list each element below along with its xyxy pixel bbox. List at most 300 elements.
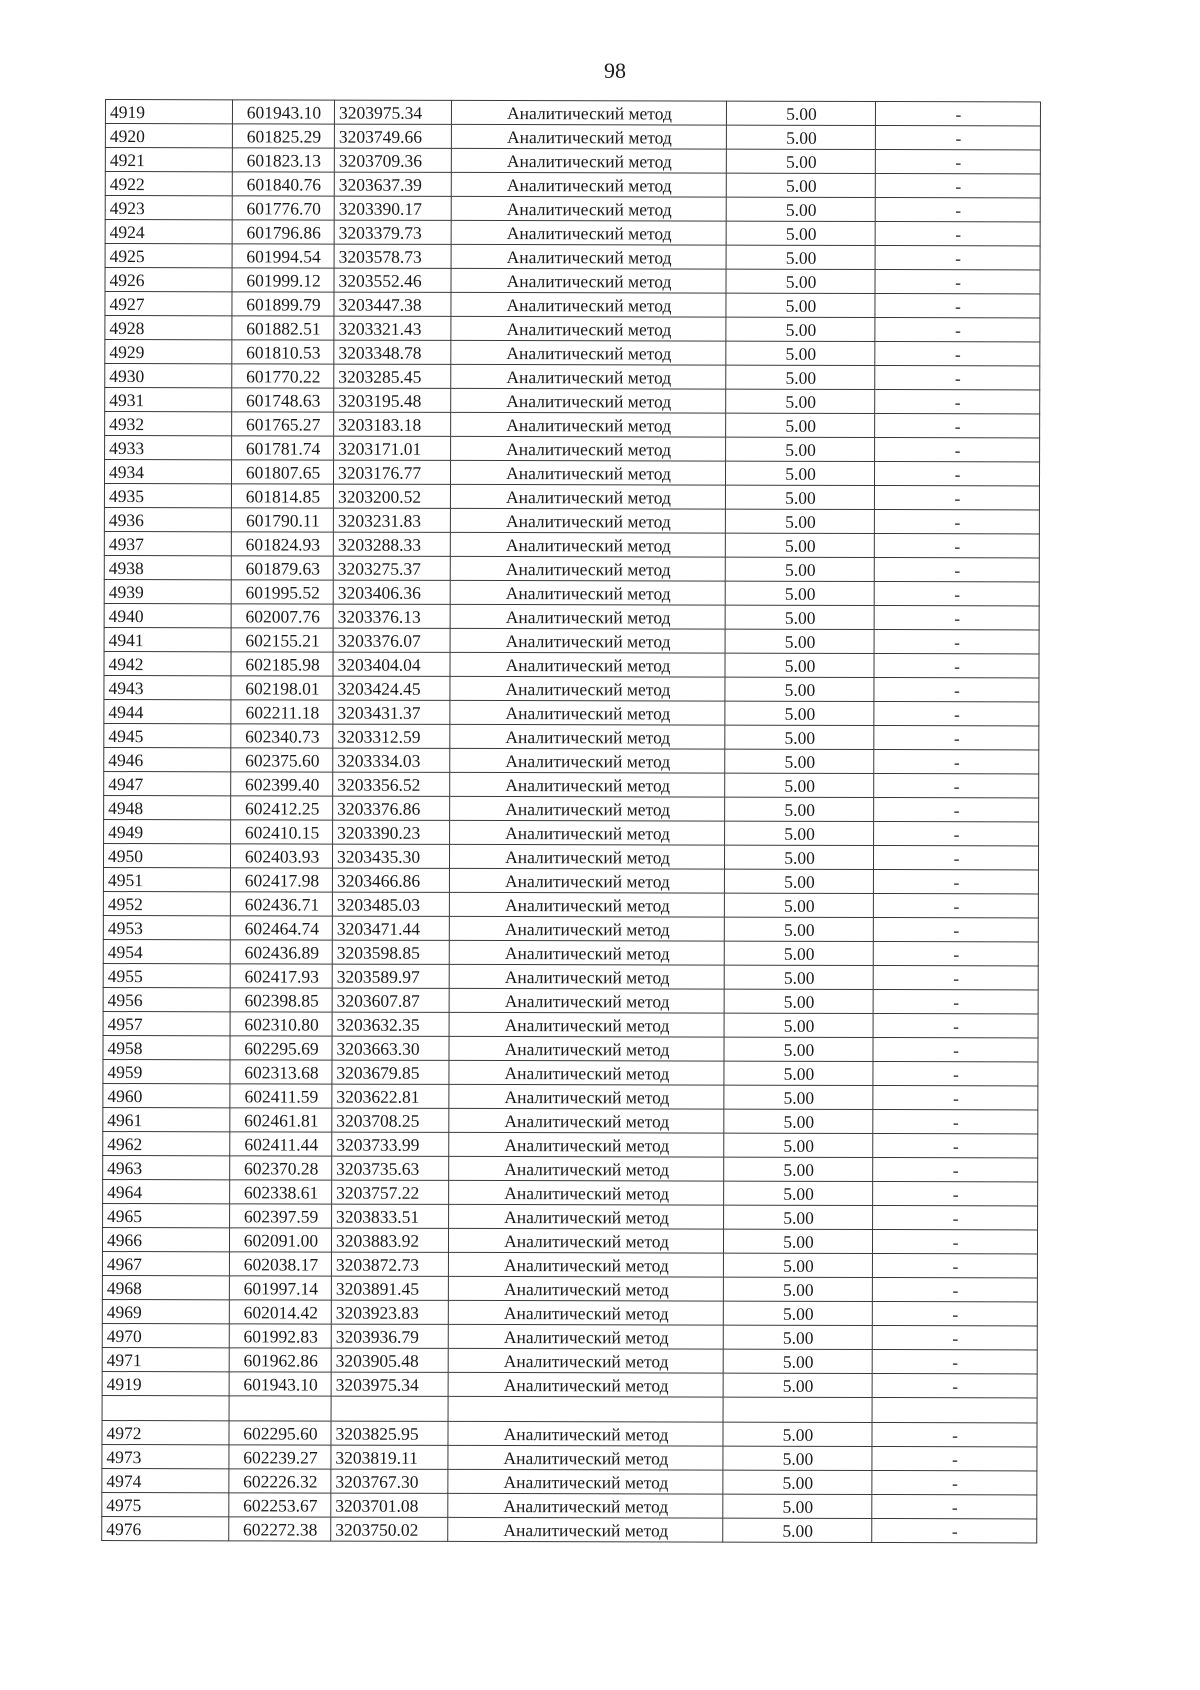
point-number-cell: 4935	[104, 484, 231, 508]
y-coordinate-cell: 3203757.22	[332, 1180, 449, 1204]
method-cell: Аналитический метод	[450, 460, 725, 485]
accuracy-cell: 5.00	[726, 293, 875, 317]
x-coordinate-cell: 601781.74	[232, 436, 334, 460]
y-coordinate-cell: 3203285.45	[334, 364, 451, 388]
method-cell: Аналитический метод	[448, 1228, 723, 1253]
table-row	[103, 987, 1038, 1013]
point-number-cell	[102, 1395, 229, 1420]
point-number-cell: 4921	[105, 148, 232, 172]
table-row	[102, 1251, 1037, 1277]
method-cell: Аналитический метод	[448, 1348, 723, 1373]
method-cell: Аналитический метод	[448, 1276, 723, 1301]
table-row	[103, 915, 1038, 941]
accuracy-cell: 5.00	[726, 245, 875, 269]
accuracy-cell: 5.00	[724, 941, 873, 965]
x-coordinate-cell: 602038.17	[229, 1252, 331, 1276]
y-coordinate-cell: 3203552.46	[334, 268, 451, 292]
y-coordinate-cell: 3203632.35	[332, 1012, 449, 1036]
table-body	[102, 100, 1041, 1543]
note-cell: -	[873, 1086, 1038, 1110]
method-cell: Аналитический метод	[451, 220, 726, 245]
y-coordinate-cell: 3203321.43	[334, 316, 451, 340]
method-cell: Аналитический метод	[451, 340, 726, 365]
x-coordinate-cell: 601962.86	[229, 1348, 331, 1372]
note-cell: -	[872, 1350, 1037, 1374]
page-number: 98	[604, 58, 626, 83]
point-number-cell: 4948	[104, 795, 231, 819]
note-cell: -	[875, 270, 1040, 294]
note-cell: -	[874, 534, 1039, 558]
note-cell: -	[872, 1230, 1037, 1254]
x-coordinate-cell: 601770.22	[232, 364, 334, 388]
note-cell: -	[873, 990, 1038, 1014]
table-row	[103, 1035, 1038, 1061]
table-row	[105, 172, 1040, 198]
table-row	[102, 1323, 1037, 1349]
note-cell: -	[873, 1062, 1038, 1086]
point-number-cell: 4930	[105, 364, 232, 388]
point-number-cell: 4923	[105, 196, 232, 220]
accuracy-cell: 5.00	[725, 797, 874, 821]
note-cell: -	[872, 1495, 1037, 1519]
accuracy-cell: 5.00	[726, 269, 875, 293]
x-coordinate-cell: 602313.68	[230, 1060, 332, 1084]
y-coordinate-cell: 3203637.39	[334, 172, 451, 196]
x-coordinate-cell: 602370.28	[230, 1156, 332, 1180]
point-number-cell: 4931	[105, 388, 232, 412]
table-row	[105, 100, 1040, 126]
y-coordinate-cell: 3203376.86	[333, 796, 450, 820]
note-cell: -	[874, 678, 1039, 702]
table-row	[104, 795, 1039, 821]
accuracy-cell: 5.00	[724, 989, 873, 1013]
table-row	[103, 939, 1038, 965]
y-coordinate-cell: 3203435.30	[332, 844, 449, 868]
accuracy-cell: 5.00	[725, 629, 874, 653]
point-number-cell: 4932	[105, 412, 232, 436]
note-cell: -	[875, 222, 1040, 246]
note-cell: -	[873, 1038, 1038, 1062]
accuracy-cell: 5.00	[724, 965, 873, 989]
note-cell: -	[875, 102, 1040, 126]
x-coordinate-cell: 602310.80	[230, 1012, 332, 1036]
y-coordinate-cell: 3203406.36	[333, 580, 450, 604]
point-number-cell: 4963	[103, 1155, 230, 1179]
x-coordinate-cell: 601765.27	[232, 412, 334, 436]
note-cell: -	[875, 150, 1040, 174]
note-cell: -	[873, 1014, 1038, 1038]
note-cell: -	[874, 750, 1039, 774]
method-cell: Аналитический метод	[450, 628, 725, 653]
point-number-cell: 4972	[102, 1420, 229, 1444]
x-coordinate-cell: 602411.59	[230, 1084, 332, 1108]
x-coordinate-cell: 601999.12	[232, 268, 334, 292]
method-cell: Аналитический метод	[451, 148, 726, 173]
table-row	[103, 1059, 1038, 1085]
x-coordinate-cell: 602198.01	[231, 676, 333, 700]
x-coordinate-cell: 602411.44	[230, 1132, 332, 1156]
note-cell: -	[874, 654, 1039, 678]
coordinates-table	[101, 99, 1041, 1543]
table-row	[103, 867, 1038, 893]
accuracy-cell: 5.00	[723, 1229, 872, 1253]
point-number-cell: 4966	[102, 1227, 229, 1251]
note-cell: -	[873, 894, 1038, 918]
y-coordinate-cell: 3203471.44	[332, 916, 449, 940]
x-coordinate-cell: 602417.93	[230, 964, 332, 988]
note-cell: -	[874, 822, 1039, 846]
point-number-cell: 4950	[103, 843, 230, 867]
accuracy-cell: 5.00	[724, 893, 873, 917]
note-cell: -	[875, 198, 1040, 222]
point-number-cell: 4933	[105, 436, 232, 460]
table-row	[104, 555, 1039, 581]
table-row	[105, 292, 1040, 318]
table-row	[104, 484, 1039, 510]
accuracy-cell: 5.00	[724, 869, 873, 893]
x-coordinate-cell: 601825.29	[232, 124, 334, 148]
note-cell: -	[873, 1182, 1038, 1206]
method-cell: Аналитический метод	[449, 1180, 724, 1205]
y-coordinate-cell: 3203975.34	[331, 1372, 448, 1396]
point-number-cell: 4947	[104, 771, 231, 795]
table-row	[102, 1444, 1037, 1470]
point-number-cell: 4929	[105, 340, 232, 364]
point-number-cell: 4944	[104, 699, 231, 723]
method-cell	[448, 1396, 723, 1422]
accuracy-cell: 5.00	[725, 677, 874, 701]
point-number-cell: 4952	[103, 891, 230, 915]
point-number-cell: 4937	[104, 531, 231, 555]
table-row	[103, 891, 1038, 917]
y-coordinate-cell: 3203923.83	[331, 1300, 448, 1324]
y-coordinate-cell: 3203891.45	[331, 1276, 448, 1300]
method-cell: Аналитический метод	[449, 1204, 724, 1229]
y-coordinate-cell: 3203171.01	[334, 436, 451, 460]
y-coordinate-cell: 3203288.33	[333, 532, 450, 556]
table-row	[104, 579, 1039, 605]
accuracy-cell: 5.00	[726, 173, 875, 197]
x-coordinate-cell: 602295.60	[229, 1421, 331, 1445]
x-coordinate-cell: 601943.10	[232, 100, 334, 124]
accuracy-cell: 5.00	[724, 1085, 873, 1109]
point-number-cell: 4971	[102, 1347, 229, 1371]
y-coordinate-cell: 3203431.37	[333, 700, 450, 724]
table-row	[104, 507, 1039, 533]
note-cell: -	[874, 726, 1039, 750]
table-row	[105, 268, 1040, 294]
point-number-cell: 4962	[103, 1131, 230, 1155]
x-coordinate-cell: 601807.65	[231, 460, 333, 484]
method-cell: Аналитический метод	[450, 676, 725, 701]
x-coordinate-cell: 601823.13	[232, 148, 334, 172]
note-cell: -	[875, 318, 1040, 342]
x-coordinate-cell: 602464.74	[230, 916, 332, 940]
accuracy-cell: 5.00	[724, 917, 873, 941]
point-number-cell: 4957	[103, 1011, 230, 1035]
method-cell: Аналитический метод	[451, 268, 726, 293]
point-number-cell: 4940	[104, 603, 231, 627]
y-coordinate-cell: 3203679.85	[332, 1060, 449, 1084]
accuracy-cell: 5.00	[723, 1349, 872, 1373]
table-row	[105, 388, 1040, 414]
y-coordinate-cell: 3203872.73	[331, 1252, 448, 1276]
x-coordinate-cell: 601943.10	[229, 1372, 331, 1396]
accuracy-cell: 5.00	[723, 1470, 872, 1494]
point-number-cell: 4960	[103, 1083, 230, 1107]
point-number-cell: 4943	[104, 675, 231, 699]
table-row	[102, 1516, 1037, 1542]
table-row	[105, 148, 1040, 174]
point-number-cell: 4951	[103, 867, 230, 891]
method-cell: Аналитический метод	[448, 1517, 723, 1542]
point-number-cell: 4954	[103, 939, 230, 963]
accuracy-cell: 5.00	[726, 413, 875, 437]
y-coordinate-cell: 3203356.52	[333, 772, 450, 796]
point-number-cell: 4922	[105, 172, 232, 196]
point-number-cell: 4970	[102, 1323, 229, 1347]
note-cell: -	[874, 630, 1039, 654]
table-row	[103, 1083, 1038, 1109]
x-coordinate-cell: 601994.54	[232, 244, 334, 268]
x-coordinate-cell: 601879.63	[231, 556, 333, 580]
table-row	[105, 244, 1040, 270]
method-cell: Аналитический метод	[451, 364, 726, 389]
note-cell: -	[872, 1447, 1037, 1471]
method-cell: Аналитический метод	[450, 700, 725, 725]
accuracy-cell: 5.00	[725, 749, 874, 773]
point-number-cell: 4927	[105, 292, 232, 316]
x-coordinate-cell: 602399.40	[231, 772, 333, 796]
note-cell: -	[874, 510, 1039, 534]
x-coordinate-cell: 601790.11	[231, 508, 333, 532]
y-coordinate-cell: 3203424.45	[333, 676, 450, 700]
method-cell: Аналитический метод	[450, 484, 725, 509]
point-number-cell: 4926	[105, 268, 232, 292]
accuracy-cell: 5.00	[724, 1181, 873, 1205]
y-coordinate-cell: 3203833.51	[332, 1204, 449, 1228]
note-cell: -	[875, 126, 1040, 150]
accuracy-cell: 5.00	[725, 605, 874, 629]
y-coordinate-cell: 3203379.73	[334, 220, 451, 244]
accuracy-cell: 5.00	[723, 1422, 872, 1446]
x-coordinate-cell: 601810.53	[232, 340, 334, 364]
x-coordinate-cell: 602412.25	[231, 796, 333, 820]
y-coordinate-cell: 3203622.81	[332, 1084, 449, 1108]
method-cell: Аналитический метод	[449, 1060, 724, 1085]
method-cell: Аналитический метод	[450, 508, 725, 533]
point-number-cell: 4959	[103, 1059, 230, 1083]
table-row	[103, 843, 1038, 869]
point-number-cell: 4945	[104, 723, 231, 747]
note-cell: -	[874, 606, 1039, 630]
note-cell: -	[872, 1326, 1037, 1350]
y-coordinate-cell: 3203749.66	[334, 124, 451, 148]
y-coordinate-cell: 3203819.11	[331, 1445, 448, 1469]
accuracy-cell: 5.00	[724, 1157, 873, 1181]
note-cell: -	[872, 1254, 1037, 1278]
table-row	[104, 747, 1039, 773]
table-row	[102, 1275, 1037, 1301]
x-coordinate-cell: 602295.69	[230, 1036, 332, 1060]
method-cell: Аналитический метод	[449, 1108, 724, 1133]
table-row	[103, 1179, 1038, 1205]
x-coordinate-cell: 601995.52	[231, 580, 333, 604]
point-number-cell: 4939	[104, 579, 231, 603]
note-cell: -	[872, 1374, 1037, 1398]
accuracy-cell: 5.00	[726, 389, 875, 413]
x-coordinate-cell: 602410.15	[231, 820, 333, 844]
table-row	[105, 196, 1040, 222]
y-coordinate-cell	[331, 1396, 448, 1421]
method-cell: Аналитический метод	[448, 1372, 723, 1397]
note-cell: -	[873, 1134, 1038, 1158]
method-cell: Аналитический метод	[450, 724, 725, 749]
accuracy-cell: 5.00	[723, 1253, 872, 1277]
accuracy-cell: 5.00	[726, 437, 875, 461]
accuracy-cell: 5.00	[725, 701, 874, 725]
x-coordinate-cell: 602211.18	[231, 700, 333, 724]
table-row	[102, 1299, 1037, 1325]
x-coordinate-cell: 602436.89	[230, 940, 332, 964]
table-row	[104, 651, 1039, 677]
table-row	[105, 220, 1040, 246]
table-row	[104, 460, 1039, 486]
accuracy-cell: 5.00	[726, 365, 875, 389]
accuracy-cell: 5.00	[726, 149, 875, 173]
x-coordinate-cell: 602007.76	[231, 604, 333, 628]
method-cell: Аналитический метод	[450, 532, 725, 557]
method-cell: Аналитический метод	[450, 556, 725, 581]
x-coordinate-cell: 602461.81	[230, 1108, 332, 1132]
point-number-cell: 4974	[102, 1468, 229, 1492]
note-cell: -	[875, 174, 1040, 198]
y-coordinate-cell: 3203312.59	[333, 724, 450, 748]
point-number-cell: 4975	[102, 1492, 229, 1516]
note-cell: -	[873, 1158, 1038, 1182]
table-row	[104, 531, 1039, 557]
x-coordinate-cell: 602185.98	[231, 652, 333, 676]
accuracy-cell: 5.00	[726, 317, 875, 341]
y-coordinate-cell: 3203905.48	[331, 1348, 448, 1372]
y-coordinate-cell: 3203825.95	[331, 1421, 448, 1445]
point-number-cell: 4928	[105, 316, 232, 340]
method-cell: Аналитический метод	[449, 1084, 724, 1109]
y-coordinate-cell: 3203466.86	[332, 868, 449, 892]
method-cell: Аналитический метод	[448, 1421, 723, 1446]
method-cell: Аналитический метод	[451, 244, 726, 269]
note-cell: -	[872, 1302, 1037, 1326]
table-row	[105, 316, 1040, 342]
accuracy-cell: 5.00	[726, 197, 875, 221]
point-number-cell: 4919	[105, 100, 232, 124]
table-row	[105, 124, 1040, 150]
point-number-cell: 4919	[102, 1371, 229, 1395]
note-cell: -	[872, 1519, 1037, 1543]
method-cell: Аналитический метод	[449, 964, 724, 989]
method-cell: Аналитический метод	[450, 604, 725, 629]
table-row	[102, 1395, 1037, 1422]
x-coordinate-cell: 601899.79	[232, 292, 334, 316]
y-coordinate-cell: 3203200.52	[333, 484, 450, 508]
table-row	[103, 1131, 1038, 1157]
table-row	[102, 1492, 1037, 1518]
method-cell: Аналитический метод	[451, 436, 726, 461]
table-row	[104, 675, 1039, 701]
note-cell: -	[875, 294, 1040, 318]
note-cell: -	[874, 558, 1039, 582]
note-cell: -	[874, 486, 1039, 510]
table-row	[105, 412, 1040, 438]
accuracy-cell: 5.00	[723, 1325, 872, 1349]
table-row	[105, 436, 1040, 462]
method-cell: Аналитический метод	[450, 748, 725, 773]
x-coordinate-cell: 602272.38	[229, 1517, 331, 1541]
note-cell: -	[873, 870, 1038, 894]
note-cell: -	[874, 798, 1039, 822]
y-coordinate-cell: 3203709.36	[334, 148, 451, 172]
x-coordinate-cell: 601997.14	[229, 1276, 331, 1300]
accuracy-cell: 5.00	[725, 509, 874, 533]
accuracy-cell: 5.00	[723, 1301, 872, 1325]
method-cell: Аналитический метод	[450, 652, 725, 677]
y-coordinate-cell: 3203735.63	[332, 1156, 449, 1180]
accuracy-cell: 5.00	[724, 1205, 873, 1229]
point-number-cell: 4973	[102, 1444, 229, 1468]
y-coordinate-cell: 3203663.30	[332, 1036, 449, 1060]
x-coordinate-cell: 602375.60	[231, 748, 333, 772]
method-cell: Аналитический метод	[451, 292, 726, 317]
y-coordinate-cell: 3203701.08	[331, 1493, 448, 1517]
table-row	[104, 699, 1039, 725]
x-coordinate-cell: 601824.93	[231, 532, 333, 556]
table-row	[104, 627, 1039, 653]
point-number-cell: 4924	[105, 220, 232, 244]
accuracy-cell: 5.00	[723, 1494, 872, 1518]
x-coordinate-cell: 602403.93	[230, 844, 332, 868]
table-row	[104, 723, 1039, 749]
y-coordinate-cell: 3203348.78	[334, 340, 451, 364]
point-number-cell: 4949	[104, 819, 231, 843]
method-cell: Аналитический метод	[451, 100, 726, 125]
y-coordinate-cell: 3203750.02	[331, 1517, 448, 1541]
x-coordinate-cell: 602091.00	[229, 1228, 331, 1252]
accuracy-cell: 5.00	[725, 485, 874, 509]
note-cell: -	[873, 1206, 1038, 1230]
method-cell: Аналитический метод	[450, 580, 725, 605]
y-coordinate-cell: 3203767.30	[331, 1469, 448, 1493]
method-cell: Аналитический метод	[451, 412, 726, 437]
method-cell: Аналитический метод	[450, 820, 725, 845]
table-row	[104, 603, 1039, 629]
y-coordinate-cell: 3203589.97	[332, 964, 449, 988]
accuracy-cell: 5.00	[725, 773, 874, 797]
accuracy-cell: 5.00	[724, 1037, 873, 1061]
x-coordinate-cell: 601840.76	[232, 172, 334, 196]
note-cell	[872, 1398, 1037, 1423]
point-number-cell: 4953	[103, 915, 230, 939]
table-row	[103, 1107, 1038, 1133]
table-row	[103, 1203, 1038, 1229]
x-coordinate-cell	[229, 1396, 331, 1421]
y-coordinate-cell: 3203334.03	[333, 748, 450, 772]
note-cell: -	[875, 390, 1040, 414]
method-cell: Аналитический метод	[451, 316, 726, 341]
note-cell: -	[872, 1471, 1037, 1495]
method-cell: Аналитический метод	[449, 940, 724, 965]
method-cell: Аналитический метод	[451, 172, 726, 197]
accuracy-cell: 5.00	[725, 821, 874, 845]
